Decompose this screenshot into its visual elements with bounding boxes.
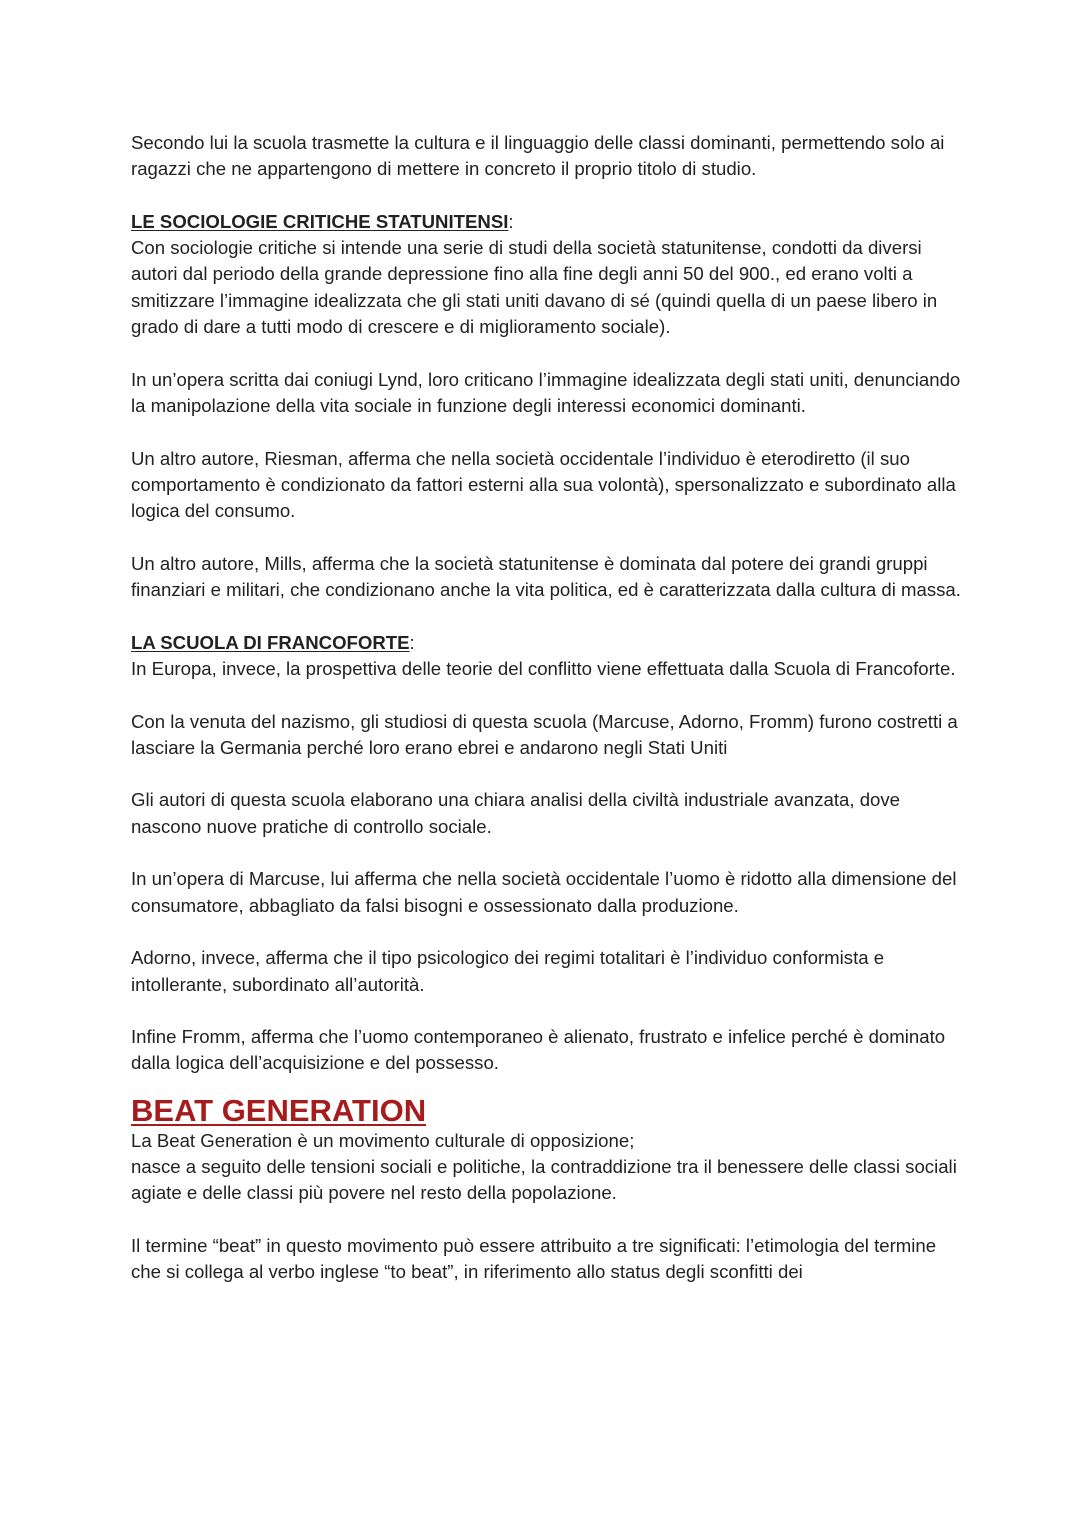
paragraph-lynd: In un’opera scritta dai coniugi Lynd, loro criticano l’immagine idealizzata degli stati uniti, denunciando la manipolazione della vita sociale in funzione degli interessi economici dominanti.	[131, 368, 961, 416]
section-heading-scuola-francoforte	[131, 630, 961, 656]
paragraph-beat-definition-line1: La Beat Generation è un movimento culturale di opposizione;	[131, 1129, 635, 1151]
section-heading-text: LA SCUOLA DI FRANCOFORTE	[131, 631, 410, 653]
paragraph-francoforte-intro: In Europa, invece, la prospettiva delle teorie del conflitto viene effettuata dalla Scuola di Francoforte.	[131, 657, 956, 679]
paragraph-adorno: Adorno, invece, afferma che il tipo psicologico dei regimi totalitari è l’individuo conformista e intollerante, subordinato all’autorità.	[131, 947, 885, 995]
section-heading-sociologie-critiche	[131, 209, 961, 235]
section-heading-beat-generation: BEAT GENERATION	[131, 1092, 427, 1128]
paragraph-nazismo: Con la venuta del nazismo, gli studiosi di questa scuola (Marcuse, Adorno, Fromm) furono costretti a lasciare la Germania perché loro erano ebrei e andarono negli Stati Uniti	[131, 710, 958, 758]
paragraph-mills: Un altro autore, Mills, afferma che la società statunitense è dominata dal potere dei grandi gruppi finanziari e militari, che condizionano anche la vita politica, ed è caratterizzata dalla cultura di massa.	[131, 552, 961, 601]
paragraph-sociologie-definition: Con sociologie critiche si intende una serie di studi della società statunitense, condotti da diversi autori dal periodo della grande depressione fino alla fine degli anni 50 del 900., ed erano volti a smitizzare l’immagine idealizzata che gli stati uniti davano di sé (quindi quella di un paese libero in grado di dare a tutti modo di crescere e di miglioramento sociale).	[131, 237, 938, 338]
paragraph-beat-term: Il termine “beat” in questo movimento può essere attribuito a tre significati: l’etimologia del termine che si collega al verbo inglese “to beat”, in riferimento allo status degli sconfitti dei	[131, 1234, 937, 1283]
section-heading-colon: :	[409, 631, 415, 653]
section-heading-text: LE SOCIOLOGIE CRITICHE STATUNITENSI	[131, 210, 509, 232]
section-heading-colon: :	[508, 210, 514, 232]
paragraph-beat-definition-line2: nasce a seguito delle tensioni sociali e politiche, la contraddizione tra il benessere delle classi sociali agiate e delle classi più povere nel resto della popolazione.	[131, 1155, 957, 1204]
paragraph-fromm: Infine Fromm, afferma che l’uomo contemporaneo è alienato, frustrato e infelice perché è dominato dalla logica dell’acquisizione e del possesso.	[131, 1026, 946, 1074]
paragraph-riesman: Un altro autore, Riesman, afferma che nella società occidentale l’individuo è eterodiretto (il suo comportamento è condizionato da fattori esterni alla sua volontà), spersonalizzato e subordinato alla logica del consumo.	[131, 447, 956, 522]
paragraph-marcuse: In un’opera di Marcuse, lui afferma che nella società occidentale l’uomo è ridotto alla dimensione del consumatore, abbagliato da falsi bisogni e ossessionato dalla produzione.	[131, 868, 957, 916]
intro-paragraph: Secondo lui la scuola trasmette la cultura e il linguaggio delle classi dominanti, permettendo solo ai ragazzi che ne appartengono di mettere in concreto il proprio titolo di studio.	[131, 132, 945, 180]
paragraph-civilta-industriale: Gli autori di questa scuola elaborano una chiara analisi della civiltà industriale avanzata, dove nascono nuove pratiche di controllo sociale.	[131, 789, 901, 837]
document-body	[131, 130, 961, 1285]
